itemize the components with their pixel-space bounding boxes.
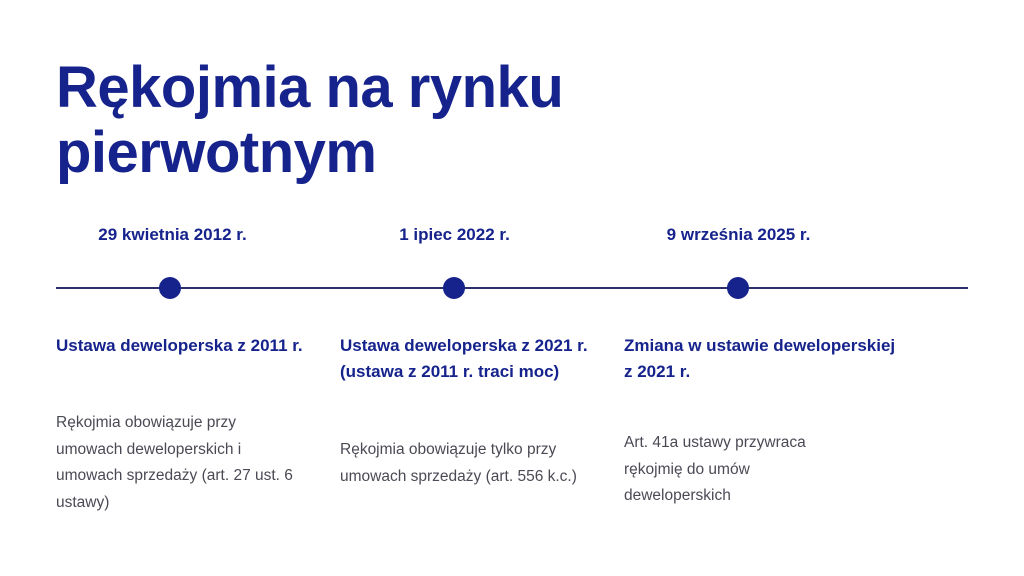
timeline-axis xyxy=(56,287,968,289)
timeline-body: Art. 41a ustawy przywraca rękojmię do umów deweloperskich xyxy=(624,434,806,505)
timeline-dot-icon xyxy=(727,277,749,299)
timeline-dot-icon xyxy=(159,277,181,299)
timeline-date: 9 września 2025 r. xyxy=(666,225,811,244)
timeline-item xyxy=(624,225,914,505)
timeline-body: Rękojmia obowiązuje przy umowach deweloperskich i umowach sprzedaży (art. 27 ust. 6 ustawy) xyxy=(56,414,293,511)
timeline xyxy=(0,225,1024,525)
timeline-date: 29 kwietnia 2012 r. xyxy=(98,225,247,244)
timeline-heading: Ustawa deweloperska z 2021 r. (ustawa z 2011 r. traci moc) xyxy=(340,336,588,382)
page-title: Rękojmia na rynku pierwotnym xyxy=(56,55,564,185)
timeline-dot-icon xyxy=(443,277,465,299)
timeline-item xyxy=(56,225,346,511)
timeline-heading: Ustawa deweloperska z 2011 r. xyxy=(56,336,303,355)
timeline-item xyxy=(340,225,630,485)
timeline-body: Rękojmia obowiązuje tylko przy umowach sprzedaży (art. 556 k.c.) xyxy=(340,441,577,485)
timeline-heading: Zmiana w ustawie deweloperskiej z 2021 r. xyxy=(624,336,896,382)
timeline-date: 1 ipiec 2022 r. xyxy=(399,225,510,244)
